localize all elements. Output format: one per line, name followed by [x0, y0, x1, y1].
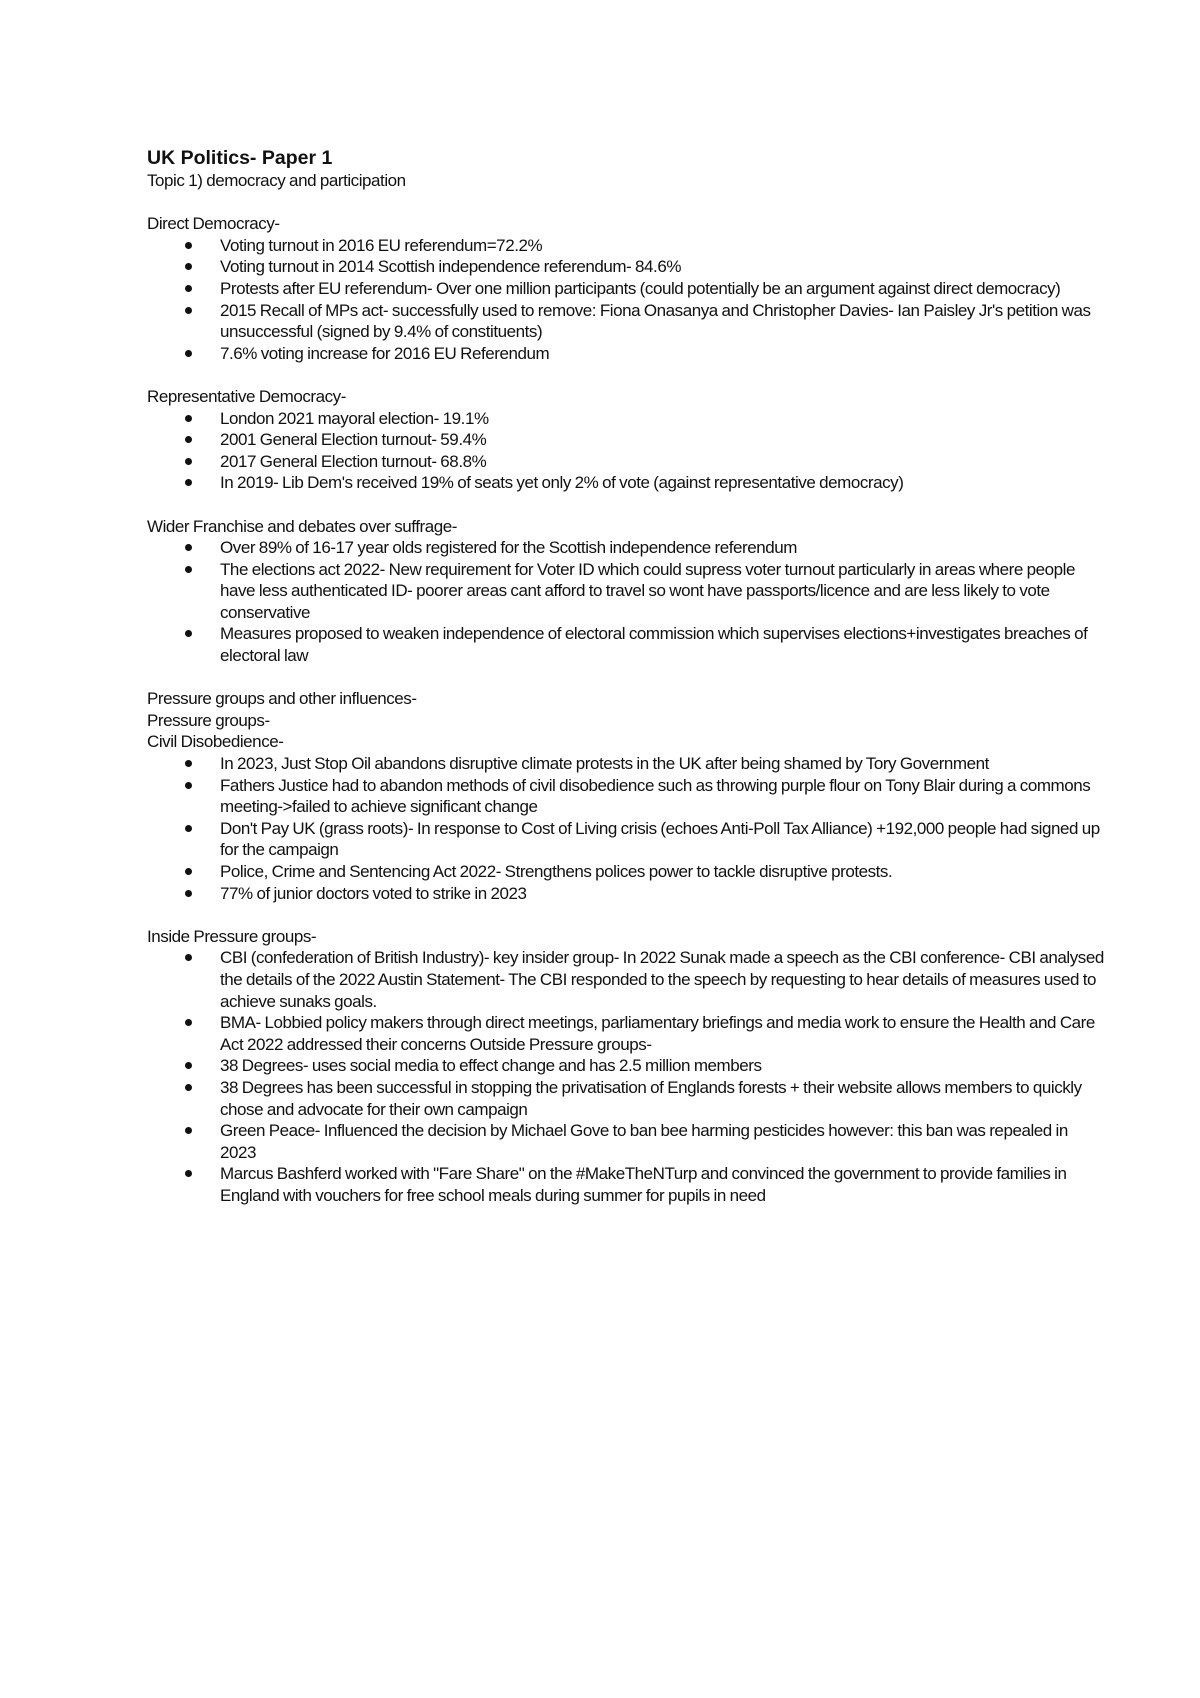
bullet-list: [147, 753, 1107, 904]
list-item-text: Protests after EU referendum- Over one million participants (could potentially be an argument against direct democracy): [220, 278, 1061, 298]
bullet-icon: [185, 1084, 192, 1091]
list-item-text: In 2019- Lib Dem's received 19% of seats yet only 2% of vote (against representative democracy): [220, 473, 904, 493]
bullet-list: [147, 408, 1107, 494]
list-item-text: Marcus Bashferd worked with "Fare Share" on the #MakeTheNTurp and convinced the government to provide families in England with vouchers for free school meals during summer for pupils in need: [220, 1164, 1067, 1205]
bullet-icon: [185, 458, 192, 465]
list-item: [147, 775, 1107, 818]
list-item: [147, 472, 1107, 494]
list-item-text: Don't Pay UK (grass roots)- In response to Cost of Living crisis (echoes Anti-Poll Tax Alliance) +192,000 people had signed up for the campaign: [220, 818, 1100, 860]
bullet-icon: [185, 566, 192, 573]
bullet-icon: [185, 782, 192, 789]
list-item-text: Green Peace- Influenced the decision by Michael Gove to ban bee harming pesticides however: this ban was repealed in 2023: [220, 1121, 1068, 1162]
bullet-icon: [185, 307, 192, 314]
section: [147, 688, 1107, 904]
list-item: [147, 623, 1107, 666]
list-item-text: 77% of junior doctors voted to strike in 2023: [220, 883, 527, 903]
list-item: [147, 883, 1107, 905]
bullet-icon: [185, 285, 192, 292]
section-heading: Inside Pressure groups-: [147, 926, 317, 946]
bullet-icon: [185, 1170, 192, 1177]
list-item: [147, 537, 1107, 559]
list-item: [147, 1120, 1107, 1163]
list-item: [147, 300, 1107, 343]
list-item: [147, 1012, 1107, 1055]
list-item: [147, 429, 1107, 451]
list-item: [147, 818, 1107, 861]
bullet-icon: [185, 263, 192, 270]
bullet-list: [147, 947, 1107, 1206]
bullet-icon: [185, 415, 192, 422]
section: [147, 213, 1107, 364]
list-item: [147, 559, 1107, 624]
list-item-text: 2015 Recall of MPs act- successfully used to remove: Fiona Onasanya and Christopher Davies- Ian Paisley Jr's petition was unsuccessful (signed by 9.4% of constituents): [220, 300, 1091, 342]
bullet-icon: [185, 868, 192, 875]
bullet-icon: [185, 825, 192, 832]
list-item-text: 38 Degrees- uses social media to effect change and has 2.5 million members: [220, 1056, 762, 1076]
list-item-text: 2001 General Election turnout- 59.4%: [220, 430, 487, 450]
list-item-text: 7.6% voting increase for 2016 EU Referendum: [220, 343, 550, 363]
bullet-icon: [185, 350, 192, 357]
list-item-text: Voting turnout in 2014 Scottish independence referendum- 84.6%: [220, 257, 681, 277]
list-item-text: Over 89% of 16-17 year olds registered for the Scottish independence referendum: [220, 538, 797, 558]
list-item-text: Fathers Justice had to abandon methods of civil disobedience such as throwing purple flour on Tony Blair during a commons meeting->failed to achieve significant change: [220, 775, 1091, 817]
list-item: [147, 1163, 1107, 1206]
list-item-text: London 2021 mayoral election- 19.1%: [220, 408, 489, 428]
bullet-icon: [185, 1019, 192, 1026]
document-page: [147, 146, 1107, 1228]
bullet-list: [147, 537, 1107, 667]
section-heading: Direct Democracy-: [147, 214, 280, 234]
section-heading: Pressure groups and other influences-: [147, 689, 417, 709]
bullet-icon: [185, 1062, 192, 1069]
bullet-icon: [185, 954, 192, 961]
list-item: [147, 235, 1107, 257]
bullet-icon: [185, 630, 192, 637]
bullet-icon: [185, 544, 192, 551]
section-heading: Pressure groups-: [147, 710, 270, 730]
list-item: [147, 1055, 1107, 1077]
section-heading: Wider Franchise and debates over suffrage-: [147, 516, 457, 536]
list-item: [147, 861, 1107, 883]
bullet-icon: [185, 1127, 192, 1134]
list-item: [147, 451, 1107, 473]
list-item: [147, 256, 1107, 278]
bullet-icon: [185, 760, 192, 767]
section: [147, 926, 1107, 1207]
section: [147, 386, 1107, 494]
list-item-text: 38 Degrees has been successful in stopping the privatisation of Englands forests + their website allows members to quickly chose and advocate for their own campaign: [220, 1077, 1082, 1119]
list-item-text: In 2023, Just Stop Oil abandons disruptive climate protests in the UK after being shamed by Tory Government: [220, 754, 989, 774]
list-item: [147, 753, 1107, 775]
list-item: [147, 408, 1107, 430]
list-item-text: The elections act 2022- New requirement for Voter ID which could supress voter turnout particularly in areas where people have less authenticated ID- poorer areas cant afford to travel so wont have passports/licence and are less likely to vote conservative: [220, 559, 1076, 622]
section-heading: Civil Disobedience-: [147, 732, 284, 752]
bullet-list: [147, 235, 1107, 365]
list-item: [147, 1077, 1107, 1120]
list-item-text: Police, Crime and Sentencing Act 2022- Strengthens polices power to tackle disruptive protests.: [220, 862, 893, 881]
section-heading: Representative Democracy-: [147, 386, 346, 406]
section: [147, 516, 1107, 667]
list-item-text: Voting turnout in 2016 EU referendum=72.2%: [220, 235, 543, 255]
list-item: [147, 343, 1107, 365]
topic-line: Topic 1) democracy and participation: [147, 171, 406, 190]
bullet-icon: [185, 890, 192, 897]
list-item-text: CBI (confederation of British Industry)- key insider group- In 2022 Sunak made a speech as the CBI conference- CBI analysed the details of the 2022 Austin Statement- The CBI responded to the speech by requesting to hear details of measures used to achieve sunaks goals.: [220, 948, 1104, 1011]
bullet-icon: [185, 242, 192, 249]
list-item-text: BMA- Lobbied policy makers through direct meetings, parliamentary briefings and media work to ensure the Health and Care Act 2022 addressed their concerns Outside Pressure groups-: [220, 1013, 1095, 1054]
document-body: [147, 213, 1107, 1206]
list-item-text: 2017 General Election turnout- 68.8%: [220, 451, 487, 471]
list-item: [147, 278, 1107, 300]
bullet-icon: [185, 436, 192, 443]
list-item-text: Measures proposed to weaken independence of electoral commission which supervises elections+investigates breaches of electoral law: [220, 624, 1088, 666]
list-item: [147, 947, 1107, 1012]
bullet-icon: [185, 479, 192, 486]
document-title: UK Politics- Paper 1: [147, 147, 333, 169]
